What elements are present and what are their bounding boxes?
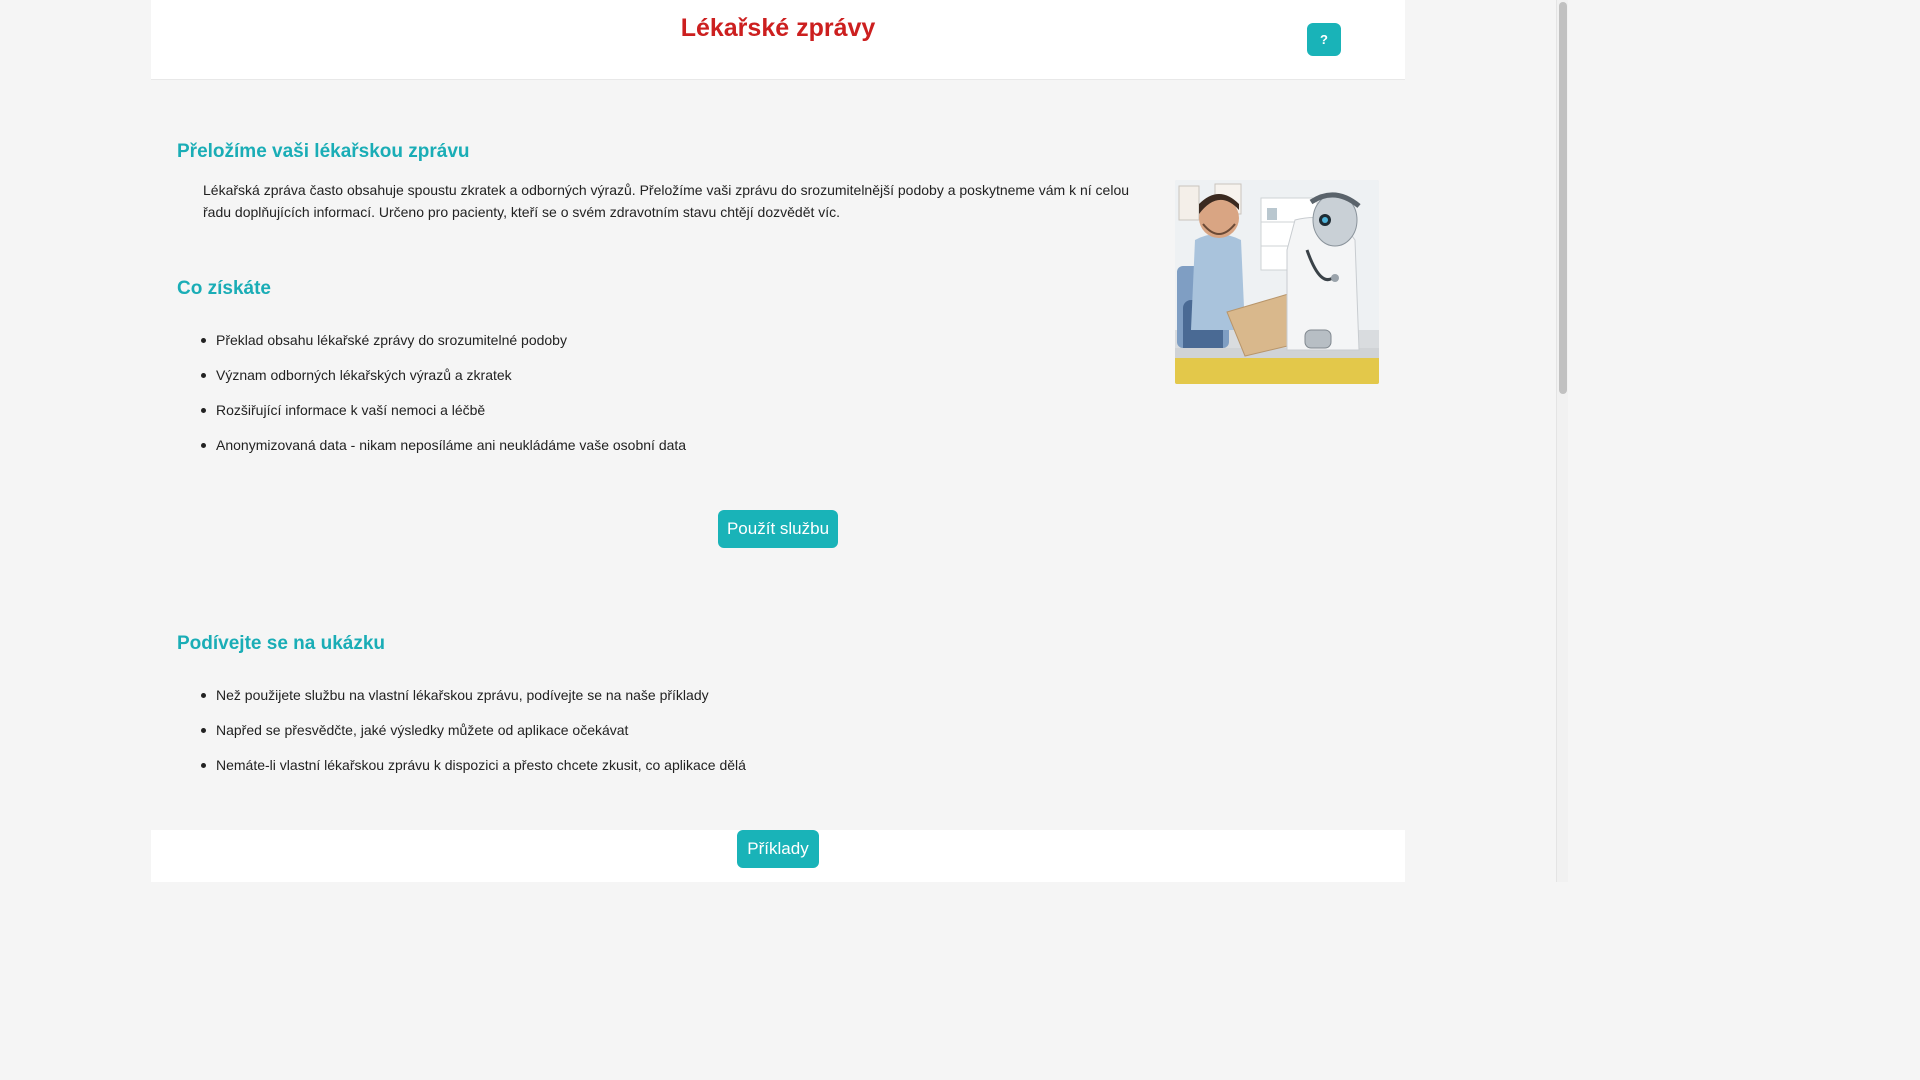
- list-item: Význam odborných lékařských výrazů a zkratek: [216, 367, 686, 402]
- list-item: Překlad obsahu lékařské zprávy do srozumitelné podoby: [216, 332, 686, 367]
- site-header: [151, 0, 1405, 80]
- section-heading-examples: Podívejte se na ukázku: [177, 633, 386, 654]
- list-item: Než použijete službu na vlastní lékařskou zprávu, podívejte se na naše příklady: [216, 687, 746, 722]
- scrollbar-thumb[interactable]: [1559, 2, 1567, 394]
- scrollbar[interactable]: [1556, 0, 1568, 882]
- use-service-button[interactable]: Použít službu: [718, 510, 838, 548]
- examples-button[interactable]: Příklady: [737, 830, 819, 868]
- list-item: Anonymizovaná data - nikam neposíláme ani neukládáme vaše osobní data: [216, 437, 686, 472]
- section-heading-benefits: Co získáte: [177, 278, 271, 299]
- list-item: Nemáte-li vlastní lékařskou zprávu k dispozici a přesto chcete zkusit, co aplikace dělá: [216, 757, 746, 792]
- site-title: Lékařské zprávy: [680, 14, 876, 42]
- help-button[interactable]: ?: [1307, 23, 1341, 56]
- list-item: Napřed se přesvědčte, jaké výsledky můžete od aplikace očekávat: [216, 722, 746, 757]
- section-heading-translate: Přeložíme vaši lékařskou zprávu: [177, 141, 470, 162]
- examples-list: [216, 687, 746, 792]
- intro-text: Lékařská zpráva často obsahuje spoustu zkratek a odborných výrazů. Přeložíme vaši zprávu do srozumitelnější podoby a poskytneme vám k ní celou řadu doplňujících informací. Určeno pro pacienty, kteří se o svém zdravotním stavu chtějí dozvědět víc.: [203, 182, 1130, 220]
- list-item: Rozšiřující informace k vaší nemoci a léčbě: [216, 402, 686, 437]
- benefits-list: [216, 332, 686, 472]
- doctor-robot-illustration: [1175, 180, 1379, 384]
